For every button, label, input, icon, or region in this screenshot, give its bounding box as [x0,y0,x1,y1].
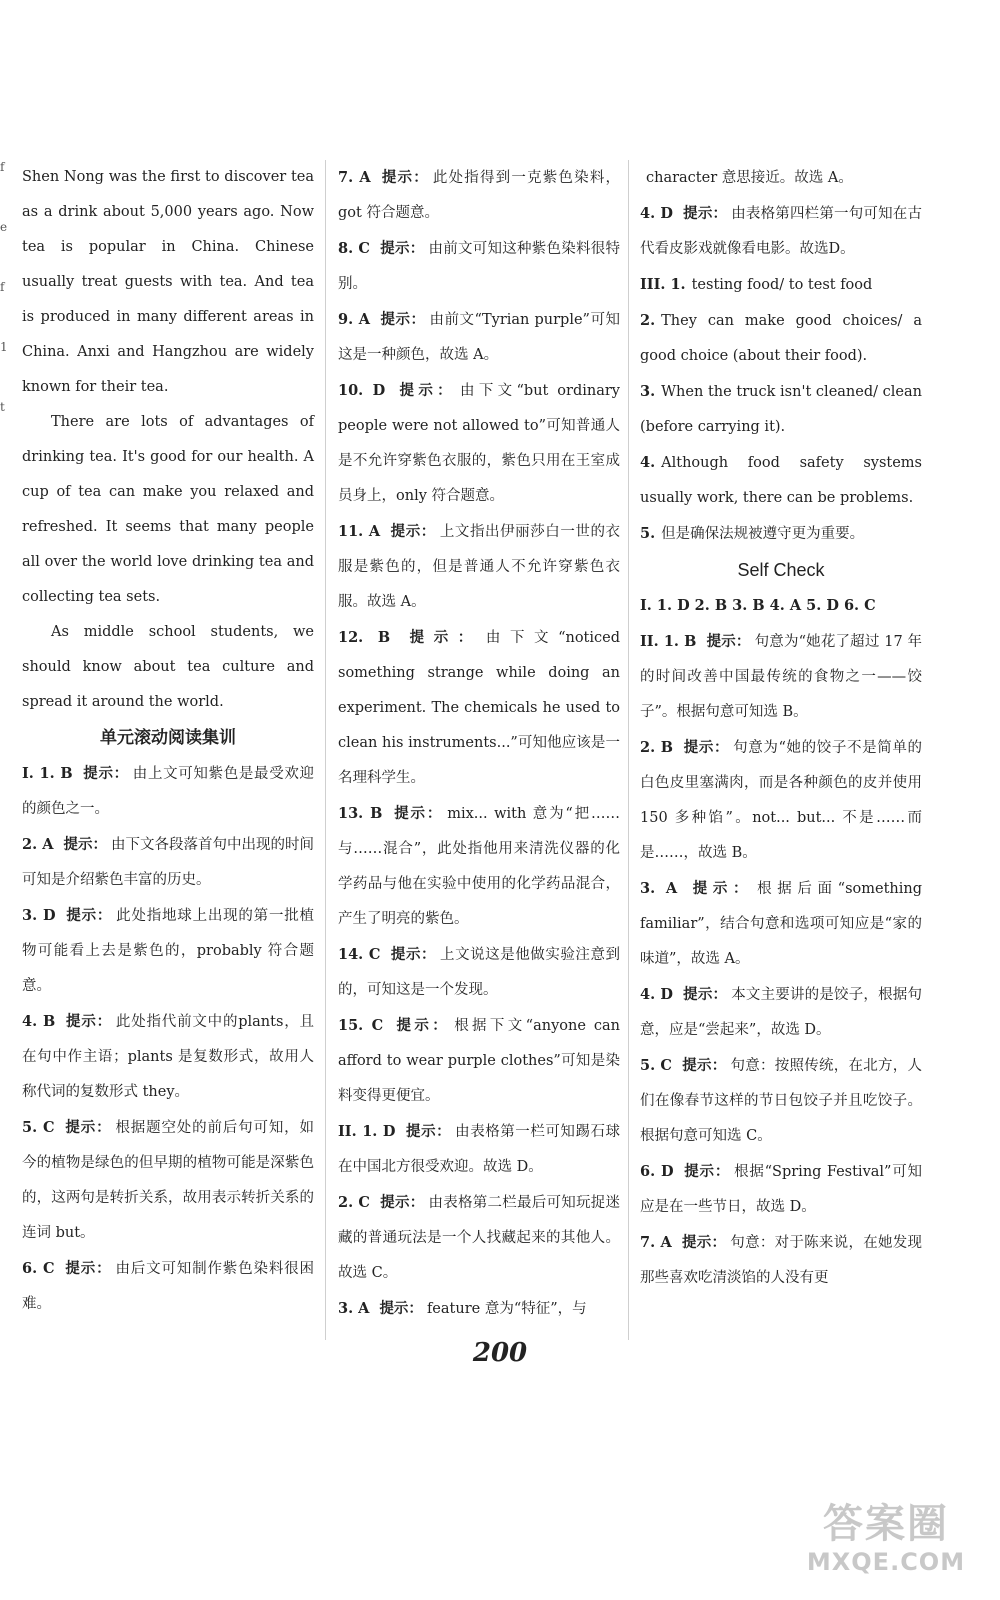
answer-item [22,756,314,827]
answer-number: 2. B [640,739,674,756]
answer-number: 2. C [338,1194,370,1211]
passage-paragraph-3: As middle school students, we should know about tea culture and spread it around the world. [22,624,314,710]
hint-label: 提示： [400,630,482,646]
answer-text: 句意：对于陈来说，在她发现那些喜欢吃清淡馅的人没有更 [640,1235,923,1286]
answer-text: feature 意为“特征”，与 [426,1301,587,1317]
answer-number: 4. B [22,1013,56,1030]
answer-item [640,977,922,1048]
answer-item [640,1154,922,1225]
answer-item [22,1004,314,1110]
hint-label: 提示： [82,766,129,782]
answer-item [338,302,620,373]
hint-label: 提示： [687,881,754,897]
answer-text: testing food/ to test food [691,277,873,293]
answer-number: 15. C [338,1017,384,1034]
answer-list-3-bottom [640,624,922,1296]
hint-label: 提示： [379,1301,423,1317]
answer-item [640,624,922,730]
answer-number: 3. A [338,1300,370,1317]
answer-text: 根据“Spring Festival”可知应是在一些节日，故选 D。 [640,1164,922,1215]
answer-text: 由表格第二栏最后可知玩捉迷藏的普通玩法是一个人找藏起来的其他人。故选 C。 [338,1195,621,1281]
answer-text: 句意为“她花了超过 17 年的时间改善中国最传统的食物之一——饺子”。根据句意可知选 B。 [640,634,923,720]
answer-list-2 [338,160,620,1327]
hint-label: 提示： [683,1164,731,1180]
hint-label: 提示： [682,206,728,222]
answer-text: 句意：按照传统，在北方，人们在像春节这样的节日包饺子并且吃饺子。根据句意可知选 C。 [640,1058,923,1144]
answer-text: Although food safety systems usually work, there can be problems. [640,455,922,506]
hint-label: 提示： [681,1235,727,1251]
answer-text: 由前文可知这种紫色染料很特别。 [338,241,621,292]
answer-number: 6. C [22,1260,55,1277]
answer-item [338,514,620,620]
answer-number: 8. C [338,240,370,257]
answer-item [338,373,620,514]
answer-item [640,516,922,552]
answer-number: 7. A [338,169,371,186]
answer-number: 2. [640,312,656,329]
answer-item [640,445,922,516]
answer-number: 13. B [338,805,383,822]
hint-label: 提示： [706,634,751,650]
hint-label: 提示： [683,740,730,756]
answers-line: I. 1. D 2. B 3. B 4. A 5. D 6. C [640,597,876,614]
answer-item [22,827,314,898]
answer-number: 4. D [640,986,673,1003]
answer-text: 由前文“Tyrian purple”可知这是一种颜色，故选 A。 [338,312,621,363]
answer-number: 4. [640,454,656,471]
edge-binding-marks: f e f 1 t [0,160,8,414]
hint-label: 提示： [390,947,437,963]
hint-label: 提示： [681,1058,727,1074]
answer-text: 由表格第一栏可知踢石球在中国北方很受欢迎。故选 D。 [338,1124,621,1175]
watermark-cn: 答案圈 [823,1501,949,1547]
answer-text: 由下文“but ordinary people were not allowed to”可知普通人是不允许穿紫色衣服的，紫色只用在王室成员身上，only 符合题意。 [338,383,620,504]
answer-item [640,374,922,445]
answer-item [640,196,922,267]
hint-label: 提示： [682,987,728,1003]
answer-number: I. 1. B [22,765,73,782]
answer-item [338,937,620,1008]
answer-item [338,620,620,796]
answer-number: 5. C [640,1057,672,1074]
column-1 [22,160,314,1322]
hint-label: 提示： [64,1120,112,1136]
answer-item [640,1048,922,1154]
answer-item [22,1251,314,1322]
hint-label: 提示： [395,383,457,399]
answer-number: 6. D [640,1163,674,1180]
answer-item [640,730,922,871]
answer-text: 由下文“noticed something strange while doing an experiment. The chemicals he used to clean his instruments...”可知他应该是一名理科学生。 [338,630,621,786]
answer-number: 9. A [338,311,370,328]
answer-text: 此处指地球上出现的第一批植物可能看上去是紫色的，probably 符合题意。 [22,908,315,994]
answer-text: 根据题空处的前后句可知，如今的植物是绿色的但早期的植物可能是深紫色的，这两句是转折关系，故用表示转折关系的连词 but。 [22,1120,315,1241]
answer-item [640,303,922,374]
answer-list-3-top [640,160,922,552]
answer-number: 3. [640,383,656,400]
column-divider [628,160,629,1340]
answer-number: 14. C [338,946,381,963]
answer-text: 根据后面“something familiar”，结合句意和选项可知应是“家的味道”，故选 A。 [640,881,923,967]
column-divider [325,160,326,1340]
hint-label: 提示： [393,1018,451,1034]
answer-number: II. 1. D [338,1123,396,1140]
hint-label: 提示： [379,241,425,257]
answer-item [640,160,922,196]
answer-number: 12. B [338,629,391,646]
passage-paragraph-2: There are lots of advantages of drinking tea. It's good for our health. A cup of tea can make you relaxed and refreshed. It seems that many people all over the world love drinking tea and collecting tea sets. [22,414,314,605]
column-3 [640,160,922,1296]
page-number: 200 [472,1338,528,1368]
answer-number: 3. D [22,907,56,924]
answer-text: 根据下文“anyone can afford to wear purple clothes”可知是染料变得更便宜。 [338,1018,620,1104]
section-title-self-check: Self Check [737,560,825,580]
answer-number: 11. A [338,523,381,540]
answer-text: 上文说这是他做实验注意到的，可知这是一个发现。 [338,947,620,998]
answer-number: 5. [640,525,656,542]
hint-label: 提示： [380,170,429,186]
answer-text: 此处指得到一克紫色染料，got 符合题意。 [338,170,621,221]
answer-number: III. 1. [640,276,686,293]
answer-item [22,898,314,1004]
answer-item [338,1114,620,1185]
answer-text: 由表格第四栏第一句可知在古代看皮影戏就像看电影。故选D。 [640,206,923,257]
answer-text: 句意为“她的饺子不是简单的白色皮里塞满肉，而是各种颜色的皮并使用 150 多种馅”。not... but... 不是……而是……，故选 B。 [640,740,922,861]
answer-item [640,871,922,977]
answer-number: 4. D [640,205,673,222]
answer-text: When the truck isn't cleaned/ clean (before carrying it). [640,384,922,435]
hint-label: 提示： [64,1261,112,1277]
answer-text: 此处指代前文中的plants，且在句中作主语；plants 是复数形式，故用人称代词的复数形式 they。 [22,1014,314,1100]
column-2 [338,160,620,1327]
answer-number: 5. C [22,1119,55,1136]
hint-label: 提示： [392,806,444,822]
section-title-reading: 单元滚动阅读集训 [100,728,236,748]
answer-text: 由后文可知制作紫色染料很困难。 [22,1261,315,1312]
hint-label: 提示： [379,312,426,328]
answer-text: 上文指出伊丽莎白一世的衣服是紫色的，但是普通人不允许穿紫色衣服。故选 A。 [338,524,621,610]
answer-number: 7. A [640,1234,672,1251]
passage-paragraph-1: Shen Nong was the first to discover tea as a drink about 5,000 years ago. Now tea is popular in China. Chinese usually treat guests with tea. And tea is produced in many different areas in China. Anxi and Hangzhou are widely known for their tea. [22,169,314,395]
watermark-logo [796,1500,976,1590]
answer-text: 由上文可知紫色是最受欢迎的颜色之一。 [22,766,315,817]
answer-text: mix... with 意为“把……与……混合”，此处指他用来清洗仪器的化学药品与他在实验中使用的化学药品混合，产生了明亮的紫色。 [338,806,620,927]
answer-item [640,267,922,303]
hint-label: 提示： [65,1014,112,1030]
answer-item [338,160,620,231]
answer-item [338,1185,620,1291]
answer-text: 本文主要讲的是饺子，根据句意，应是“尝起来”，故选 D。 [640,987,923,1038]
hint-label: 提示： [63,837,107,853]
answer-item [338,1291,620,1327]
answer-item [338,796,620,937]
hint-label: 提示： [390,524,436,540]
hint-label: 提示： [405,1124,452,1140]
answer-item [338,231,620,302]
answer-number: 2. A [22,836,54,853]
answer-item [640,1225,922,1296]
answer-text: They can make good choices/ a good choice (about their food). [640,313,922,364]
answer-text: 由下文各段落首句中出现的时间可知是介绍紫色丰富的历史。 [22,837,315,888]
answer-number: 3. A [640,880,678,897]
answer-text: 但是确保法规被遵守更为重要。 [661,526,865,542]
answer-number: 10. D [338,382,386,399]
answer-text: character 意思接近。故选 A。 [646,170,853,186]
answer-number: II. 1. B [640,633,697,650]
hint-label: 提示： [379,1195,425,1211]
answer-list-1 [22,756,314,1322]
answer-item [338,1008,620,1114]
watermark-en: MXQE.COM [806,1548,966,1576]
hint-label: 提示： [65,908,113,924]
answer-item [22,1110,314,1251]
